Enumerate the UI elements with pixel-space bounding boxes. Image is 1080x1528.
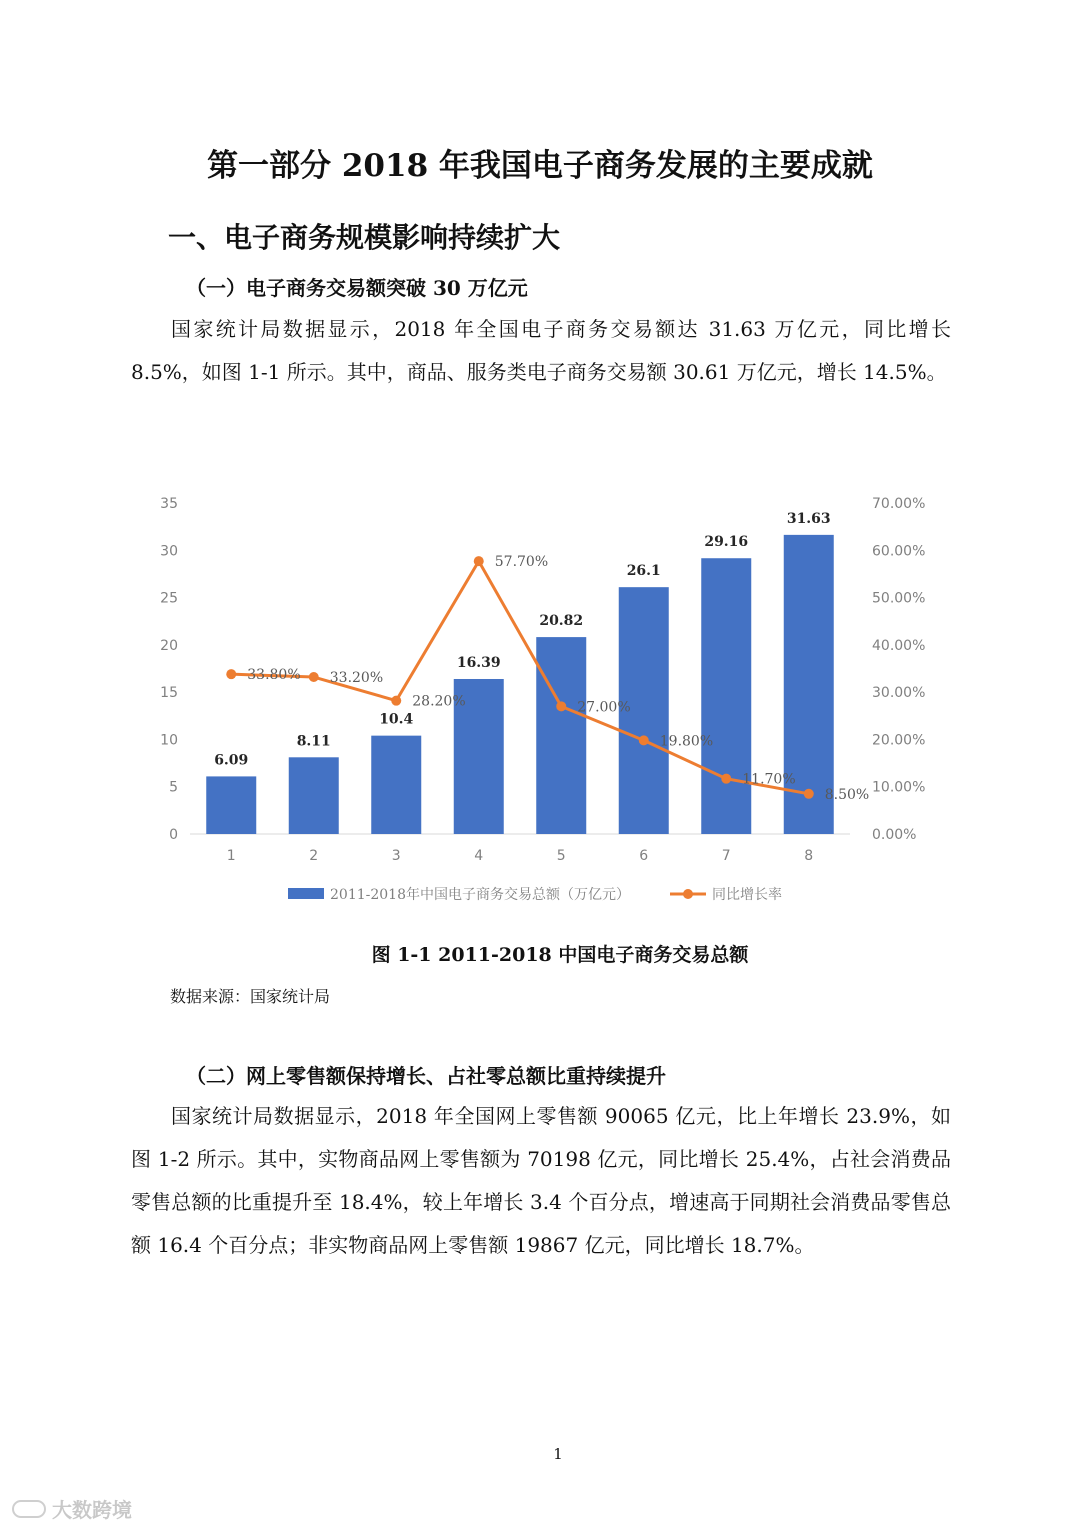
line-data-label: 28.20% — [412, 693, 466, 710]
bar — [289, 757, 339, 834]
subsection-heading-1: （一）电子商务交易额突破 30 万亿元 — [186, 276, 528, 300]
x-tick-label: 6 — [639, 848, 649, 864]
y-tick-label: 10 — [160, 732, 178, 749]
y-tick-label: 35 — [160, 496, 178, 512]
bar — [371, 736, 421, 834]
y2-tick-label: 50.00% — [872, 590, 926, 607]
legend-line-label: 同比增长率 — [712, 887, 782, 903]
y-tick-label: 5 — [169, 779, 178, 796]
y-tick-label: 15 — [160, 685, 178, 702]
line-data-label: 57.70% — [494, 554, 549, 571]
x-tick-label: 3 — [391, 848, 401, 864]
bar — [701, 558, 751, 834]
growth-rate-point — [309, 672, 319, 682]
line-data-label: 33.80% — [247, 667, 301, 684]
line-data-label: 33.20% — [329, 670, 384, 687]
x-tick-label: 5 — [556, 848, 566, 864]
bar-data-label: 8.11 — [296, 733, 331, 750]
growth-rate-point — [721, 774, 731, 784]
y-tick-label: 25 — [160, 590, 178, 607]
growth-rate-point — [391, 696, 401, 706]
growth-rate-point — [226, 669, 236, 679]
legend-bar-label: 2011-2018年中国电子商务交易总额（万亿元） — [330, 887, 630, 903]
y-tick-label: 20 — [160, 637, 178, 654]
line-data-label: 19.80% — [659, 733, 714, 750]
growth-rate-point — [474, 556, 484, 566]
bar-data-label: 16.39 — [456, 654, 501, 671]
watermark-logo-icon — [12, 1500, 46, 1518]
x-tick-label: 1 — [226, 848, 236, 864]
x-tick-label: 2 — [309, 848, 319, 864]
bar-data-label: 26.1 — [626, 563, 661, 580]
x-tick-label: 7 — [721, 848, 731, 864]
figure-caption: 图 1-1 2011-2018 中国电子商务交易总额 — [371, 944, 749, 966]
bar-data-label: 6.09 — [214, 752, 249, 769]
line-data-label: 8.50% — [824, 786, 870, 803]
growth-rate-point — [556, 701, 566, 711]
legend-bar-swatch — [288, 888, 324, 899]
paragraph-2-text: 国家统计局数据显示，2018 年全国网上零售额 90065 亿元，比上年增长 23.9%，如图 1-2 所示。其中，实物商品网上零售额为 70198 亿元，同比增长 25.4%，占社会消费品零售总额的比重提升至 18.4%，较上年增长 3.4 个百分点，增速高于同期社会消费品零售总额 16.4 个百分点；非实物商品网上零售额 19867 亿元，同比增长 18.7%。 — [131, 1104, 951, 1257]
y-tick-label: 30 — [160, 543, 178, 560]
x-tick-label: 8 — [804, 848, 814, 864]
line-data-label: 11.70% — [742, 771, 796, 788]
y2-tick-label: 20.00% — [872, 732, 926, 749]
y2-tick-label: 30.00% — [872, 685, 926, 702]
growth-rate-point — [639, 735, 649, 745]
bar — [536, 637, 586, 834]
legend-line-marker — [683, 889, 693, 899]
paragraph-1-text: 国家统计局数据显示，2018 年全国电子商务交易额达 31.63 万亿元，同比增长 8.5%，如图 1-1 所示。其中，商品、服务类电子商务交易额 30.61 万亿元，增长 14.5%。 — [131, 317, 951, 384]
page-number: 1 — [553, 1445, 563, 1463]
x-tick-label: 4 — [474, 848, 484, 864]
y2-tick-label: 60.00% — [872, 543, 926, 560]
bar-data-label: 10.4 — [379, 711, 414, 728]
bar-data-label: 29.16 — [704, 534, 749, 551]
page-title: 第一部分 2018 年我国电子商务发展的主要成就 — [207, 148, 873, 184]
y2-tick-label: 0.00% — [872, 827, 917, 843]
subsection-heading-2: （二）网上零售额保持增长、占社零总额比重持续提升 — [186, 1064, 666, 1088]
paragraph-2 — [131, 1095, 951, 1267]
bar-data-label: 31.63 — [786, 510, 831, 527]
y2-tick-label: 70.00% — [872, 496, 926, 512]
data-source: 数据来源：国家统计局 — [170, 987, 331, 1006]
section-heading: 一、电子商务规模影响持续扩大 — [168, 221, 561, 254]
y2-tick-label: 40.00% — [872, 637, 926, 654]
watermark-text: 大数跨境 — [52, 1498, 132, 1522]
combo-chart — [140, 480, 940, 920]
growth-rate-point — [804, 789, 814, 799]
paragraph-1 — [131, 308, 951, 394]
watermark — [12, 1494, 132, 1523]
line-data-label: 27.00% — [577, 699, 631, 716]
y2-tick-label: 10.00% — [872, 779, 926, 796]
y-tick-label: 0 — [169, 827, 178, 843]
bar-data-label: 20.82 — [539, 613, 584, 630]
bar — [206, 776, 256, 834]
